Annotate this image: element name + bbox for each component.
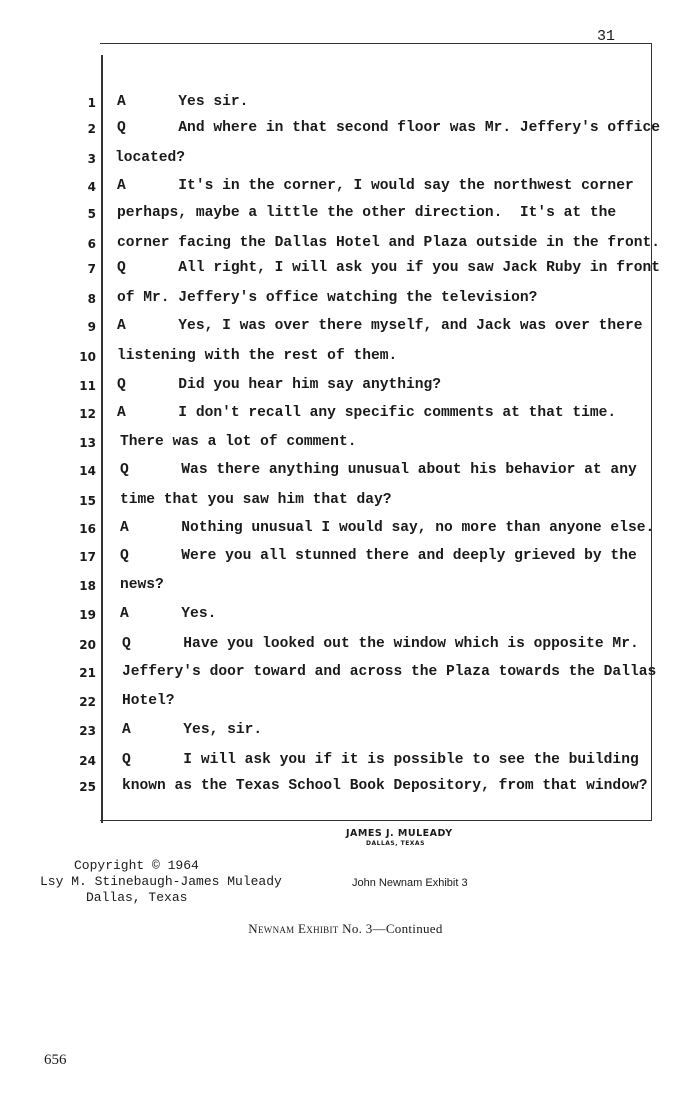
transcript-line xyxy=(0,290,691,316)
exhibit-caption-name: Newnam Exhibit xyxy=(248,921,339,936)
line-number: 12 xyxy=(79,407,96,421)
transcript-line xyxy=(0,693,691,719)
line-text: A I don't recall any specific comments at that time. xyxy=(117,405,617,421)
transcript-line xyxy=(0,606,691,632)
page-number-bottom: 656 xyxy=(44,1052,67,1068)
line-number: 14 xyxy=(79,464,96,478)
line-text: Q Have you looked out the window which is opposite Mr. xyxy=(122,636,639,652)
line-number: 7 xyxy=(87,262,96,276)
reporter-name: JAMES J. MULEADY xyxy=(346,828,453,839)
transcript-line xyxy=(0,348,691,374)
line-number: 18 xyxy=(79,579,96,593)
transcript-line xyxy=(0,405,691,431)
line-number: 16 xyxy=(79,522,96,536)
exhibit-caption-rest: No. 3—Continued xyxy=(338,921,443,936)
line-text: listening with the rest of them. xyxy=(117,348,398,364)
transcript-line xyxy=(0,752,691,778)
line-number: 8 xyxy=(87,292,96,306)
line-number: 4 xyxy=(87,180,96,194)
reporter-city: DALLAS, TEXAS xyxy=(366,840,425,847)
line-text: time that you saw him that day? xyxy=(120,492,392,508)
copyright-line: Dallas, Texas xyxy=(86,890,188,905)
line-text: A Yes, sir. xyxy=(122,722,263,738)
line-number: 9 xyxy=(87,320,96,334)
line-text: news? xyxy=(120,577,164,593)
line-text: A Yes sir. xyxy=(117,94,249,110)
page-number-top: 31 xyxy=(597,28,616,45)
line-text: perhaps, maybe a little the other direction. It's at the xyxy=(117,205,617,221)
copyright-block xyxy=(40,858,282,906)
line-text: Hotel? xyxy=(122,693,175,709)
transcript-line xyxy=(0,150,691,176)
line-text: Q Were you all stunned there and deeply grieved by the xyxy=(120,548,637,564)
line-number: 15 xyxy=(79,494,96,508)
line-text: A Yes, I was over there myself, and Jack was over there xyxy=(117,318,643,334)
line-text: of Mr. Jeffery's office watching the television? xyxy=(117,290,538,306)
copyright-line: Copyright © 1964 xyxy=(74,858,199,873)
line-text: Q And where in that second floor was Mr. Jeffery's office xyxy=(117,120,660,136)
transcript-line xyxy=(0,778,691,804)
transcript-line xyxy=(0,120,691,146)
transcript-line xyxy=(0,318,691,344)
line-text: corner facing the Dallas Hotel and Plaza outside in the front. xyxy=(117,235,660,251)
line-number: 22 xyxy=(79,695,96,709)
line-text: Q Was there anything unusual about his behavior at any xyxy=(120,462,637,478)
line-number: 1 xyxy=(87,96,96,110)
transcript-line xyxy=(0,462,691,488)
line-text: A Nothing unusual I would say, no more than anyone else. xyxy=(120,520,655,536)
transcript-line xyxy=(0,260,691,286)
line-number: 2 xyxy=(87,122,96,136)
line-number: 3 xyxy=(87,152,96,166)
line-number: 23 xyxy=(79,724,96,738)
transcript-line xyxy=(0,664,691,690)
transcript-line xyxy=(0,636,691,662)
line-text: A Yes. xyxy=(120,606,217,622)
exhibit-caption xyxy=(0,921,691,937)
line-text: Q I will ask you if it is possible to see the building xyxy=(122,752,639,768)
line-text: There was a lot of comment. xyxy=(120,434,357,450)
line-number: 24 xyxy=(79,754,96,768)
line-number: 10 xyxy=(79,350,96,364)
line-text: located? xyxy=(115,150,186,166)
line-number: 5 xyxy=(87,207,96,221)
transcript-line xyxy=(0,492,691,518)
line-number: 13 xyxy=(79,436,96,450)
transcript-line xyxy=(0,178,691,204)
line-number: 21 xyxy=(79,666,96,680)
line-number: 19 xyxy=(79,608,96,622)
copyright-line: Lsy M. Stinebaugh-James Muleady xyxy=(40,874,282,889)
transcript-line xyxy=(0,548,691,574)
exhibit-note: John Newnam Exhibit 3 xyxy=(352,877,468,889)
line-number: 6 xyxy=(87,237,96,251)
line-number: 11 xyxy=(79,379,96,393)
transcript-line xyxy=(0,377,691,403)
transcript-line xyxy=(0,577,691,603)
line-number: 17 xyxy=(79,550,96,564)
line-text: Q All right, I will ask you if you saw Jack Ruby in front xyxy=(117,260,660,276)
transcript-line xyxy=(0,520,691,546)
line-number: 20 xyxy=(79,638,96,652)
line-number: 25 xyxy=(79,780,96,794)
transcript-line xyxy=(0,722,691,748)
line-text: Jeffery's door toward and across the Plaza towards the Dallas xyxy=(122,664,657,680)
transcript-line xyxy=(0,235,691,261)
transcript-line xyxy=(0,94,691,120)
line-text: A It's in the corner, I would say the northwest corner xyxy=(117,178,634,194)
transcript-line xyxy=(0,205,691,231)
transcript-line xyxy=(0,434,691,460)
line-text: known as the Texas School Book Depository, from that window? xyxy=(122,778,648,794)
line-text: Q Did you hear him say anything? xyxy=(117,377,442,393)
